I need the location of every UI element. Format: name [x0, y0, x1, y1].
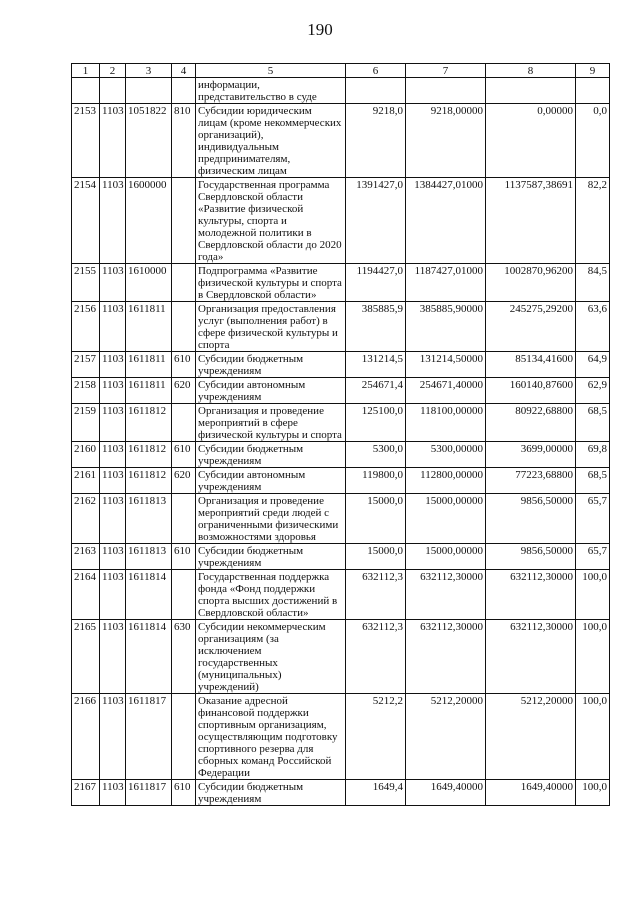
amount-executed: 0,00000 [486, 104, 576, 178]
amount-approved: 632112,30000 [406, 620, 486, 694]
expense-type-code: 610 [172, 544, 196, 570]
amount-approved: 15000,00000 [406, 494, 486, 544]
column-header: 7 [406, 64, 486, 78]
expense-type-code [172, 570, 196, 620]
item-name: Оказание адресной финансовой поддержки спортивным организациям, осуществляющим подготовку спортивного резерва для сборных команд Российской Федерации [196, 694, 346, 780]
item-name: Субсидии бюджетным учреждениям [196, 442, 346, 468]
table-header-row [72, 64, 610, 78]
expense-type-code [172, 302, 196, 352]
item-name: Подпрограмма «Развитие физической культуры и спорта в Свердловской области» [196, 264, 346, 302]
item-name: Субсидии бюджетным учреждениям [196, 544, 346, 570]
table-row [72, 178, 610, 264]
item-name: Субсидии автономным учреждениям [196, 468, 346, 494]
amount-approved: 1187427,01000 [406, 264, 486, 302]
amount-executed: 632112,30000 [486, 570, 576, 620]
amount-approved: 9218,00000 [406, 104, 486, 178]
amount-executed: 9856,50000 [486, 544, 576, 570]
section-code: 1103 [100, 694, 126, 780]
target-code: 1611812 [126, 468, 172, 494]
target-code: 1611811 [126, 302, 172, 352]
amount-executed: 160140,87600 [486, 378, 576, 404]
amount-executed: 85134,41600 [486, 352, 576, 378]
amount-planned: 385885,9 [346, 302, 406, 352]
expense-type-code [172, 404, 196, 442]
amount-executed: 5212,20000 [486, 694, 576, 780]
item-name: Субсидии бюджетным учреждениям [196, 352, 346, 378]
amount-planned: 15000,0 [346, 544, 406, 570]
item-name: Субсидии автономным учреждениям [196, 378, 346, 404]
section-code: 1103 [100, 104, 126, 178]
amount-executed [486, 78, 576, 104]
amount-executed: 80922,68800 [486, 404, 576, 442]
amount-planned [346, 78, 406, 104]
target-code: 1611811 [126, 352, 172, 378]
row-number: 2160 [72, 442, 100, 468]
column-header: 5 [196, 64, 346, 78]
column-header: 6 [346, 64, 406, 78]
row-number: 2164 [72, 570, 100, 620]
amount-executed: 245275,29200 [486, 302, 576, 352]
row-number: 2166 [72, 694, 100, 780]
section-code: 1103 [100, 468, 126, 494]
amount-approved: 254671,40000 [406, 378, 486, 404]
execution-percent: 68,5 [576, 404, 610, 442]
expense-type-code [172, 264, 196, 302]
expense-type-code [172, 694, 196, 780]
column-header: 2 [100, 64, 126, 78]
execution-percent [576, 78, 610, 104]
row-number: 2163 [72, 544, 100, 570]
table-row [72, 694, 610, 780]
section-code: 1103 [100, 264, 126, 302]
row-number: 2159 [72, 404, 100, 442]
execution-percent: 100,0 [576, 620, 610, 694]
expense-type-code: 620 [172, 468, 196, 494]
amount-planned: 632112,3 [346, 620, 406, 694]
table-row [72, 404, 610, 442]
target-code: 1611814 [126, 570, 172, 620]
expense-type-code: 620 [172, 378, 196, 404]
section-code: 1103 [100, 352, 126, 378]
amount-executed: 77223,68800 [486, 468, 576, 494]
amount-planned: 131214,5 [346, 352, 406, 378]
item-name: Субсидии юридическим лицам (кроме некоммерческих организаций), индивидуальным предпринимателям, физическим лицам [196, 104, 346, 178]
section-code: 1103 [100, 302, 126, 352]
table-row [72, 78, 610, 104]
expense-type-code [172, 78, 196, 104]
row-number: 2155 [72, 264, 100, 302]
amount-approved: 15000,00000 [406, 544, 486, 570]
amount-approved: 632112,30000 [406, 570, 486, 620]
row-number [72, 78, 100, 104]
expense-type-code [172, 178, 196, 264]
section-code: 1103 [100, 442, 126, 468]
section-code: 1103 [100, 780, 126, 806]
amount-planned: 125100,0 [346, 404, 406, 442]
table-row [72, 104, 610, 178]
execution-percent: 100,0 [576, 780, 610, 806]
execution-percent: 65,7 [576, 544, 610, 570]
table-row [72, 352, 610, 378]
amount-planned: 15000,0 [346, 494, 406, 544]
table-row [72, 468, 610, 494]
amount-approved: 118100,00000 [406, 404, 486, 442]
execution-percent: 0,0 [576, 104, 610, 178]
item-name: Субсидии некоммерческим организациям (за исключением государственных (муниципальных) учреждений) [196, 620, 346, 694]
execution-percent: 100,0 [576, 694, 610, 780]
target-code: 1611813 [126, 544, 172, 570]
amount-executed: 1002870,96200 [486, 264, 576, 302]
target-code: 1611812 [126, 442, 172, 468]
row-number: 2162 [72, 494, 100, 544]
amount-executed: 3699,00000 [486, 442, 576, 468]
amount-executed: 632112,30000 [486, 620, 576, 694]
amount-planned: 1391427,0 [346, 178, 406, 264]
amount-planned: 5212,2 [346, 694, 406, 780]
execution-percent: 100,0 [576, 570, 610, 620]
execution-percent: 84,5 [576, 264, 610, 302]
target-code: 1611817 [126, 694, 172, 780]
amount-executed: 9856,50000 [486, 494, 576, 544]
row-number: 2157 [72, 352, 100, 378]
table-row [72, 780, 610, 806]
column-header: 9 [576, 64, 610, 78]
row-number: 2167 [72, 780, 100, 806]
budget-table [71, 63, 610, 806]
amount-approved: 5212,20000 [406, 694, 486, 780]
column-header: 3 [126, 64, 172, 78]
expense-type-code [172, 494, 196, 544]
amount-approved: 1384427,01000 [406, 178, 486, 264]
expense-type-code: 610 [172, 780, 196, 806]
table-row [72, 570, 610, 620]
table-row [72, 442, 610, 468]
column-header: 8 [486, 64, 576, 78]
table-row [72, 264, 610, 302]
table-row [72, 302, 610, 352]
table-row [72, 494, 610, 544]
amount-planned: 1194427,0 [346, 264, 406, 302]
target-code: 1611814 [126, 620, 172, 694]
amount-approved: 5300,00000 [406, 442, 486, 468]
section-code: 1103 [100, 570, 126, 620]
amount-approved: 1649,40000 [406, 780, 486, 806]
target-code: 1611812 [126, 404, 172, 442]
amount-planned: 5300,0 [346, 442, 406, 468]
section-code: 1103 [100, 378, 126, 404]
execution-percent: 63,6 [576, 302, 610, 352]
expense-type-code: 810 [172, 104, 196, 178]
amount-planned: 1649,4 [346, 780, 406, 806]
execution-percent: 62,9 [576, 378, 610, 404]
section-code: 1103 [100, 404, 126, 442]
target-code [126, 78, 172, 104]
table-body [72, 78, 610, 806]
section-code: 1103 [100, 178, 126, 264]
item-name: Организация и проведение мероприятий в сфере физической культуры и спорта [196, 404, 346, 442]
section-code: 1103 [100, 544, 126, 570]
execution-percent: 82,2 [576, 178, 610, 264]
amount-executed: 1649,40000 [486, 780, 576, 806]
amount-planned: 119800,0 [346, 468, 406, 494]
amount-planned: 254671,4 [346, 378, 406, 404]
execution-percent: 65,7 [576, 494, 610, 544]
item-name: Организация и проведение мероприятий среди людей с ограниченными физическими возможностями здоровья [196, 494, 346, 544]
amount-approved: 385885,90000 [406, 302, 486, 352]
row-number: 2156 [72, 302, 100, 352]
row-number: 2165 [72, 620, 100, 694]
column-header: 1 [72, 64, 100, 78]
execution-percent: 68,5 [576, 468, 610, 494]
amount-planned: 9218,0 [346, 104, 406, 178]
table-row [72, 544, 610, 570]
item-name: информации, представительство в суде [196, 78, 346, 104]
column-header: 4 [172, 64, 196, 78]
page-number: 190 [307, 20, 333, 39]
row-number: 2154 [72, 178, 100, 264]
target-code: 1611817 [126, 780, 172, 806]
amount-approved [406, 78, 486, 104]
expense-type-code: 610 [172, 352, 196, 378]
section-code: 1103 [100, 620, 126, 694]
section-code: 1103 [100, 494, 126, 544]
amount-approved: 131214,50000 [406, 352, 486, 378]
table-row [72, 378, 610, 404]
amount-approved: 112800,00000 [406, 468, 486, 494]
item-name: Субсидии бюджетным учреждениям [196, 780, 346, 806]
amount-executed: 1137587,38691 [486, 178, 576, 264]
target-code: 1611813 [126, 494, 172, 544]
table-row [72, 620, 610, 694]
execution-percent: 64,9 [576, 352, 610, 378]
target-code: 1051822 [126, 104, 172, 178]
row-number: 2153 [72, 104, 100, 178]
target-code: 1600000 [126, 178, 172, 264]
target-code: 1610000 [126, 264, 172, 302]
row-number: 2161 [72, 468, 100, 494]
item-name: Организация предоставления услуг (выполнения работ) в сфере физической культуры и спорта [196, 302, 346, 352]
row-number: 2158 [72, 378, 100, 404]
item-name: Государственная программа Свердловской области «Развитие физической культуры, спорта и молодежной политики в Свердловской области до 2020 года» [196, 178, 346, 264]
amount-planned: 632112,3 [346, 570, 406, 620]
expense-type-code: 630 [172, 620, 196, 694]
item-name: Государственная поддержка фонда «Фонд поддержки спорта высших достижений в Свердловской области» [196, 570, 346, 620]
section-code [100, 78, 126, 104]
expense-type-code: 610 [172, 442, 196, 468]
target-code: 1611811 [126, 378, 172, 404]
execution-percent: 69,8 [576, 442, 610, 468]
